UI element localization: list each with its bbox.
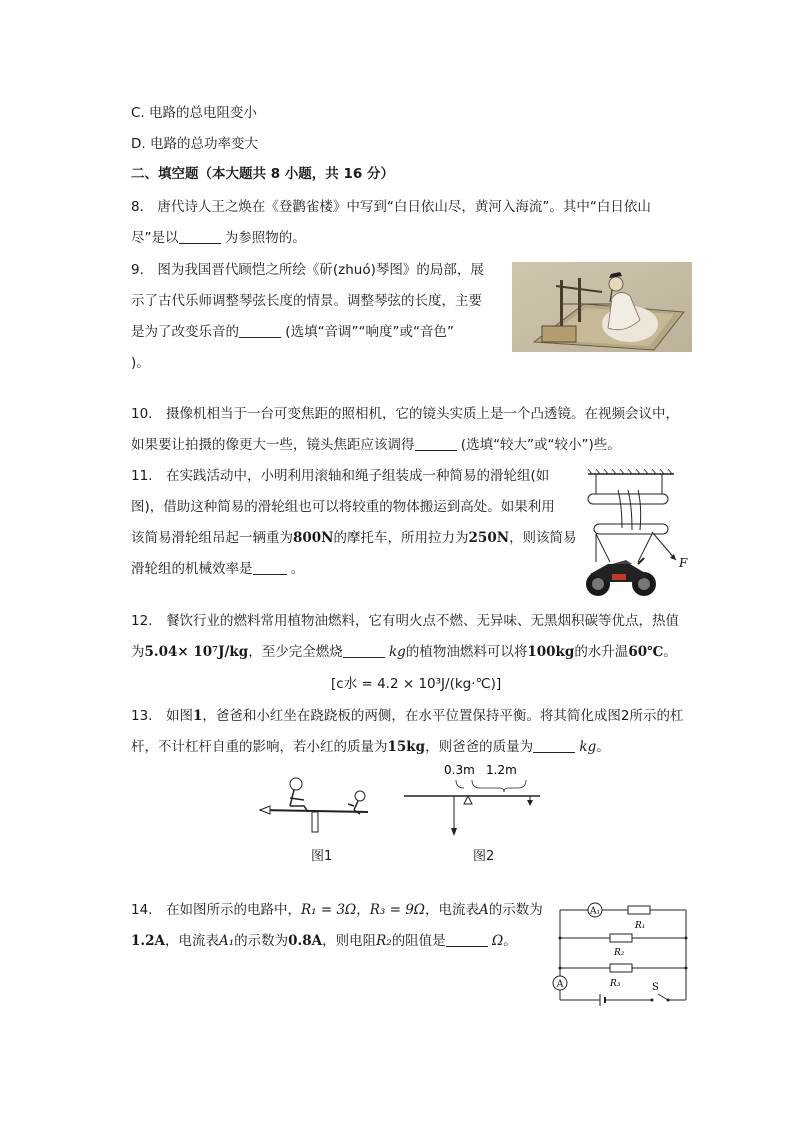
lever-figure-2 — [404, 760, 548, 838]
option-c: C. 电路的总电阻变小 — [131, 105, 258, 121]
q10-line2: 如果要让拍摄的像更大一些，镜头焦距应该调得 (选填“较大”或“较小”)些。 — [131, 437, 621, 453]
q14-line1: 14. 在如图所示的电路中，R₁ = 3Ω，R₃ = 9Ω，电流表A的示数为 — [131, 902, 543, 918]
r3-label: R₃ — [610, 979, 621, 989]
zhuo-qin-painting — [512, 262, 692, 352]
q13-line2: 杆，不计杠杆自重的影响，若小红的质量为15kg，则爸爸的质量为 kg。 — [131, 739, 610, 755]
q8-line2: 尽”是以 为参照物的。 — [131, 230, 306, 246]
q9-line2: 示了古代乐师调整琴弦长度的情景。调整琴弦的长度，主要 — [131, 293, 482, 309]
circuit-diagram — [548, 898, 694, 1010]
q9-answer-blank[interactable] — [239, 323, 281, 338]
q8-answer-blank[interactable] — [179, 229, 221, 244]
pulley-motorcycle-figure — [582, 466, 698, 604]
q14-line2: 1.2A，电流表A₁的示数为0.8A，则电阻R₂的阻值是 Ω。 — [131, 933, 517, 949]
q9-line3: 是为了改变乐音的 (选填“音调”“响度”或“音色” — [131, 324, 455, 340]
fig1-caption: 图1 — [311, 849, 333, 864]
ammeter-a1-label: A₁ — [589, 906, 601, 917]
q11-line4: 滑轮组的机械效率是 。 — [131, 561, 305, 577]
q12-answer-blank[interactable] — [343, 643, 385, 658]
q11-line3: 该简易滑轮组吊起一辆重为800N的摩托车，所用拉力为250N，则该简易 — [131, 530, 577, 546]
q10-line1: 10. 摄像机相当于一台可变焦距的照相机，它的镜头实质上是一个凸透镜。在视频会议中， — [131, 406, 679, 422]
r2-label: R₂ — [614, 948, 625, 958]
option-d: D. 电路的总功率变大 — [131, 136, 258, 152]
q11-line2: 图)，借助这种简易的滑轮组也可以将较重的物体搬运到高处。如果利用 — [131, 499, 555, 515]
q9-line1: 9. 图为我国晋代顾恺之所绘《斫(zhuó)琴图》的局部，展 — [131, 262, 484, 278]
q13-line1: 13. 如图1，爸爸和小红坐在跷跷板的两侧，在水平位置保持平衡。将其简化成图2所示的杠 — [131, 708, 684, 724]
q13-answer-blank[interactable] — [533, 738, 575, 753]
dist1-label: 0.3m — [444, 763, 475, 777]
q12-formula: [c水 = 4.2 × 10³J/(kg·℃)] — [331, 676, 502, 692]
section-heading: 二、填空题（本大题共 8 小题，共 16 分） — [131, 166, 394, 182]
q12-line2: 为5.04× 10⁷J/kg，至少完全燃烧 kg的植物油燃料可以将100kg的水升温60℃。 — [131, 644, 677, 660]
r1-label: R₁ — [635, 921, 646, 931]
dist2-label: 1.2m — [486, 763, 517, 777]
force-f-label: F — [679, 556, 688, 570]
q11-answer-blank[interactable] — [253, 560, 287, 575]
ammeter-a-label: A — [556, 979, 564, 990]
fig2-caption: 图2 — [473, 849, 495, 864]
q10-answer-blank[interactable] — [415, 436, 457, 451]
q9-line4: )。 — [131, 355, 150, 371]
seesaw-figure-1 — [256, 774, 378, 838]
switch-s-label: S — [652, 982, 659, 993]
q12-line1: 12. 餐饮行业的燃料常用植物油燃料，它有明火点不燃、无异味、无黑烟积碳等优点，热值 — [131, 613, 679, 629]
q14-answer-blank[interactable] — [446, 932, 488, 947]
q11-line1: 11. 在实践活动中，小明利用滚轴和绳子组装成一种简易的滑轮组(如 — [131, 468, 550, 484]
q8-line1: 8. 唐代诗人王之焕在《登鹳雀楼》中写到“白日依山尽，黄河入海流”。其中“白日依山 — [131, 199, 651, 215]
